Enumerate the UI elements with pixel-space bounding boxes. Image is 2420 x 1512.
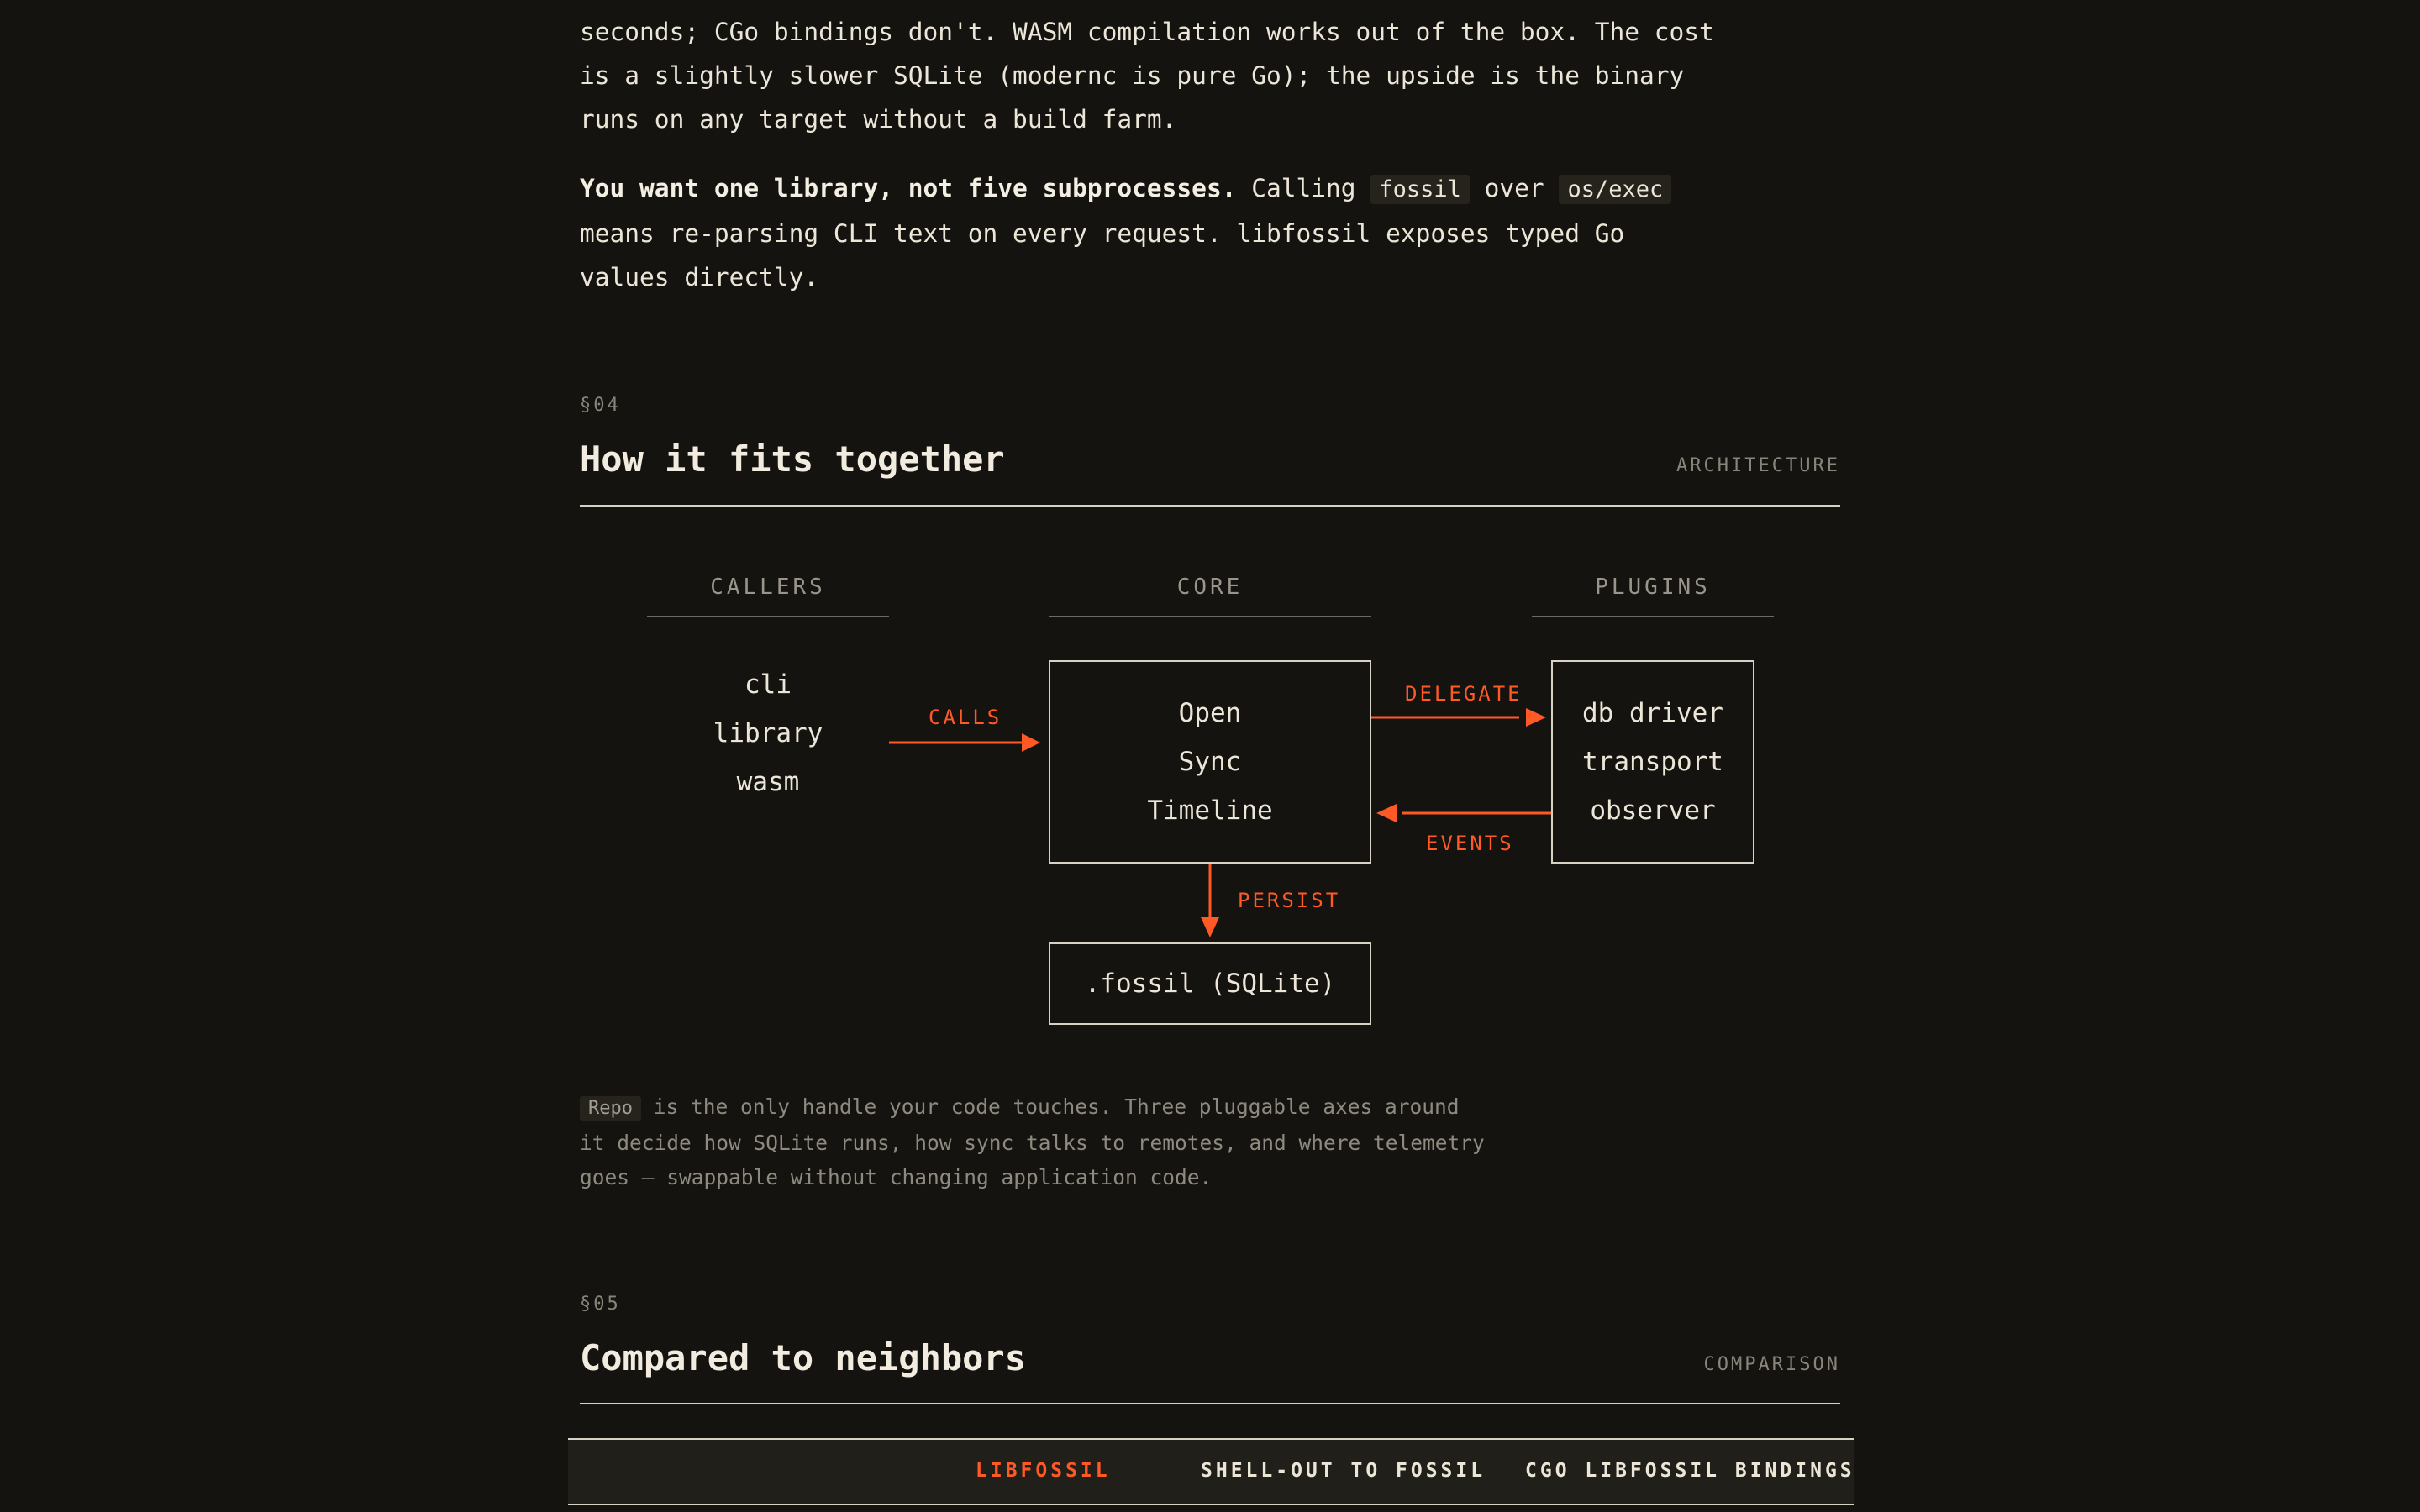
arrow-label-calls: CALLS: [929, 706, 1002, 729]
section-tag: COMPARISON: [1703, 1354, 1840, 1375]
section-tag: ARCHITECTURE: [1676, 455, 1840, 476]
intro-paragraph-wasm: [580, 10, 1773, 141]
caller-item: library: [713, 718, 823, 748]
table-header-cgo-bindings: CGO LIBFOSSIL BINDINGS: [1525, 1460, 1855, 1482]
intro-line: values directly.: [580, 263, 819, 291]
table-header-shell-out: SHELL-OUT TO FOSSIL: [1201, 1460, 1486, 1482]
intro-line: is a slightly slower SQLite (modernc is pure Go); the upside is the binary: [580, 61, 1685, 90]
column-header-core: CORE: [1176, 575, 1244, 600]
core-item: Sync: [1178, 747, 1242, 777]
intro-line: means re-parsing CLI text on every request. libfossil exposes typed Go: [580, 219, 1625, 248]
intro-text: over: [1469, 174, 1560, 202]
intro-line: seconds; CGo bindings don't. WASM compilation works out of the box. The cost: [580, 18, 1714, 46]
note-line: it decide how SQLite runs, how sync talks to remotes, and where telemetry: [580, 1131, 1485, 1155]
column-header-plugins: PLUGINS: [1595, 575, 1711, 600]
table-header-libfossil: LIBFOSSIL: [976, 1460, 1111, 1482]
plugin-item: observer: [1590, 795, 1716, 826]
diagram-note: [580, 1089, 1521, 1194]
section-title: How it fits together: [580, 438, 1005, 480]
intro-text: Calling: [1236, 174, 1371, 202]
plugin-item: db driver: [1582, 698, 1723, 728]
inline-code-fossil: fossil: [1370, 175, 1470, 204]
arrow-label-persist: PERSIST: [1238, 889, 1341, 912]
column-header-callers: CALLERS: [710, 575, 826, 600]
arrow-events: [1376, 804, 1551, 822]
inline-code-repo: Repo: [580, 1096, 641, 1121]
arrow-label-events: EVENTS: [1426, 832, 1514, 855]
diagram-arrows: [580, 546, 1840, 1050]
arrow-calls: [889, 733, 1040, 752]
intro-line: [580, 166, 1773, 212]
caller-item: cli: [744, 669, 792, 700]
plugin-item: transport: [1582, 747, 1723, 777]
section-number: §05: [580, 1294, 621, 1315]
note-text: is the only handle your code touches. Three pluggable axes around: [640, 1095, 1460, 1119]
intro-line: runs on any target without a build farm.: [580, 105, 1177, 134]
section-number: §04: [580, 395, 621, 416]
caller-item: wasm: [736, 767, 800, 797]
arrow-delegate: [1371, 708, 1546, 727]
architecture-diagram: [580, 546, 1840, 1050]
core-item: Timeline: [1147, 795, 1273, 826]
arrow-persist: [1201, 864, 1219, 937]
intro-bold-lead: You want one library, not five subprocesses.: [580, 174, 1237, 202]
section-title: Compared to neighbors: [580, 1337, 1027, 1378]
arrow-label-delegate: DELEGATE: [1405, 682, 1523, 706]
note-line: goes — swappable without changing application code.: [580, 1165, 1213, 1189]
section-divider: [580, 505, 1840, 507]
core-item: Open: [1178, 698, 1242, 728]
inline-code-os-exec: os/exec: [1559, 175, 1671, 204]
section-divider: [580, 1403, 1840, 1404]
storage-label: .fossil (SQLite): [1084, 969, 1336, 999]
note-line: [580, 1089, 1521, 1126]
intro-paragraph-library: [580, 166, 1773, 299]
comparison-table-header: [568, 1438, 1854, 1505]
